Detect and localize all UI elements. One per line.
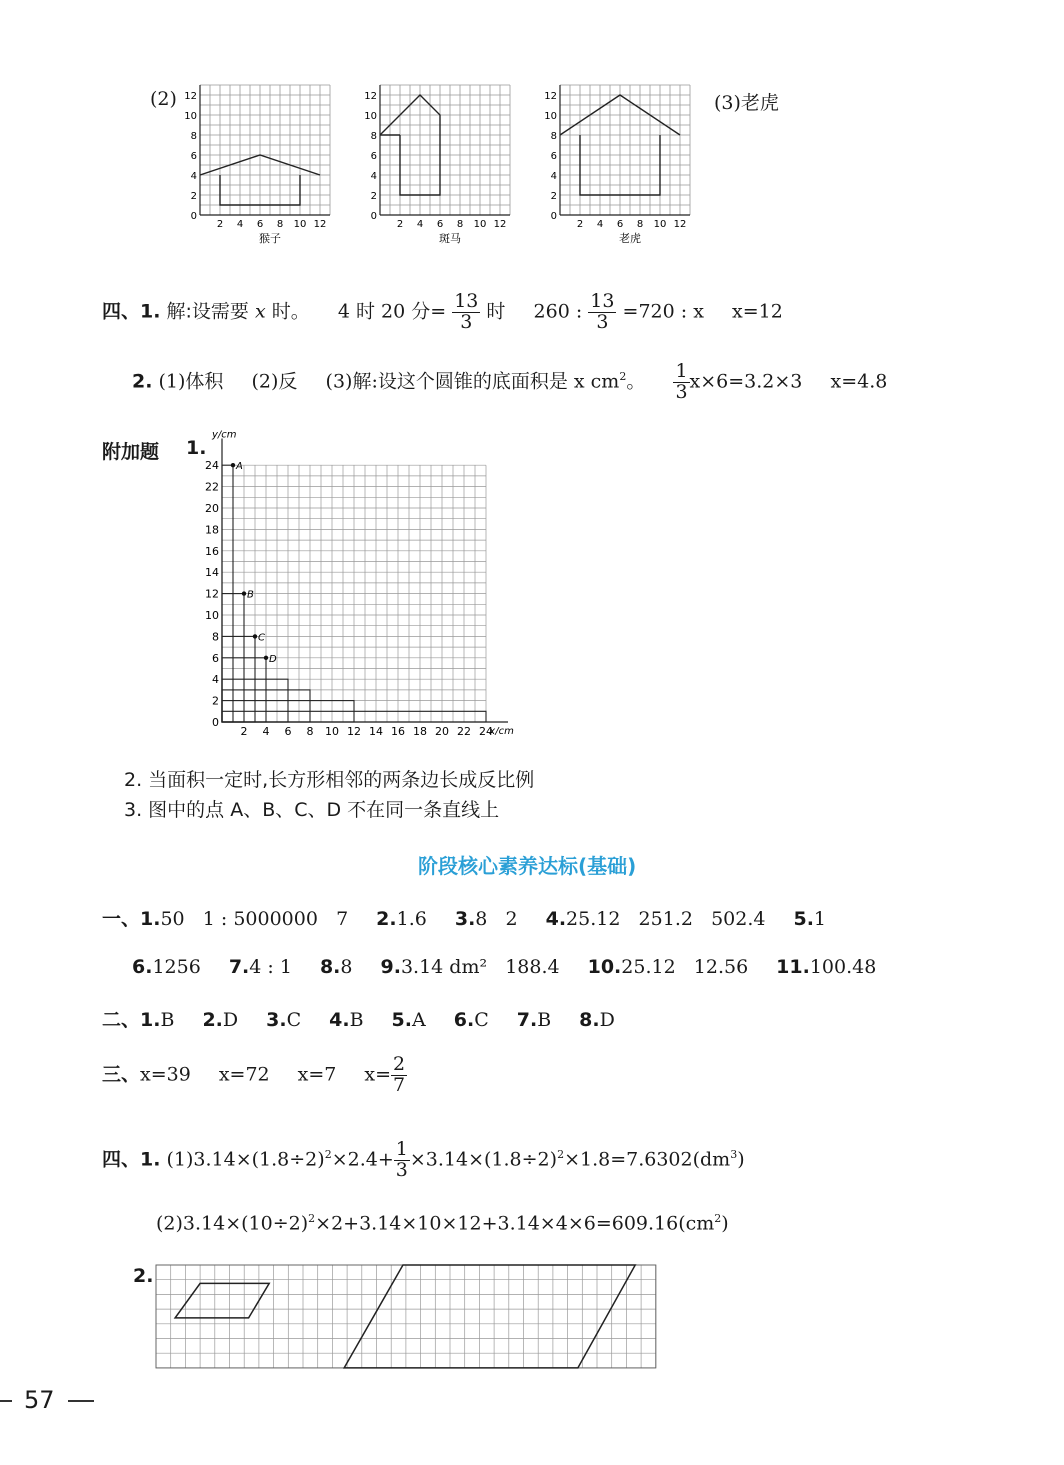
p4-l1d: ×1.8=7.6302(dm [564,1148,731,1171]
p2-n6: 6. [453,1009,475,1031]
y-tick-label: 4 [370,171,377,182]
extra-label: 附加题 [102,441,160,463]
graph-label-2: (2) [150,88,177,110]
p4-sq3: 2 [308,1212,316,1225]
graph-2 [364,85,510,245]
part1-label: 一、 [102,908,141,930]
part4-line1 [102,1140,745,1181]
extra-q3: 3. 图中的点 A、B、C、D 不在同一条直线上 [124,799,500,821]
y-tick-label: 20 [205,502,219,515]
p2-n4: 4. [329,1009,350,1031]
page-number: 57 [24,1386,55,1414]
y-tick-label: 0 [370,211,377,222]
x-tick-label: 12 [347,725,361,738]
x-tick-label: 6 [256,219,264,230]
q4-2-b: (2)反 [251,370,298,393]
p4-sq2: 2 [557,1148,565,1162]
y-tick-label: 2 [550,191,557,202]
x-tick-label: 16 [391,725,405,738]
part2-row [102,1005,615,1032]
p4-l1e: ) [737,1148,745,1171]
part3-frac: $\frac{2}{7}$ [393,1053,406,1096]
p1-v11: 100.48 [809,956,877,978]
part4-label: 四、1. [102,1148,161,1171]
y-tick-label: 8 [212,630,219,644]
p1-v7: 4 : 1 [249,956,292,978]
p4-frac: $\frac{1}{3}$ [395,1138,408,1181]
graph-label-3: (3)老虎 [714,92,779,114]
q4-2-a: (1)体积 [158,370,224,393]
part2-label: 二、 [102,1009,141,1031]
p2-v5: A [412,1009,426,1031]
q4-text6: =720 : x [622,300,704,323]
y-tick-label: 4 [212,673,219,687]
page-rule-right [68,1400,94,1402]
y-tick-label: 8 [550,131,557,142]
x-tick-label: 4 [596,219,604,230]
p1-v2: 1.6 [396,908,427,930]
y-tick-label: 2 [190,191,197,202]
p1-v6: 1256 [152,956,201,978]
y-tick-label: 6 [370,151,377,162]
y-tick-label: 12 [544,91,557,102]
part3-a: x=39 [140,1063,191,1086]
y-tick-label: 8 [370,131,377,142]
x-tick-label: 18 [413,725,427,738]
y-tick-label: 6 [550,151,557,162]
p2-v7: B [537,1009,552,1031]
y-tick-label: 8 [190,131,197,142]
small-parallelogram [175,1283,269,1318]
q4-2-label: 2. [132,370,153,393]
x-tick-label: 24 [479,725,493,738]
x-tick-label: 8 [276,219,284,230]
p2-n5: 5. [391,1009,412,1031]
x-tick-label: 10 [325,725,339,738]
q4-line2 [132,362,887,403]
y-tick-label: 2 [212,694,219,708]
point-D [264,656,268,660]
y-tick-label: 12 [205,587,219,601]
part3-d: x= [364,1063,392,1086]
x-tick-label: 6 [284,725,292,738]
y-unit: y/cm [212,429,237,441]
y-tick-label: 24 [205,459,219,473]
q4-2-c3: 。 [626,370,646,393]
q4-2-ans: x=4.8 [830,370,888,393]
x-tick-label: 10 [653,219,667,230]
p2-n3: 3. [266,1009,287,1031]
q4-var: x [254,300,266,323]
q4-frac2: $\frac{13}{3}$ [590,290,615,333]
x-tick-label: 6 [616,219,624,230]
point-label: D [269,653,277,665]
part1-row1 [102,904,826,931]
x-tick-label: 14 [369,725,383,738]
p1-v9: 3.14 dm² 188.4 [400,956,560,978]
y-tick-label: 0 [190,211,197,222]
y-tick-label: 10 [184,111,197,122]
q4-text5: 260 : [533,300,583,323]
part4-line2 [156,1212,729,1234]
graph-caption: 老虎 [619,232,641,245]
part3-b: x=72 [218,1063,270,1086]
y-tick-label: 12 [184,91,197,102]
p2-n8: 8. [579,1009,600,1031]
page-rule-left [0,1400,12,1402]
x-tick-label: 4 [236,219,244,230]
top-graphs [180,85,710,255]
p1-n11: 11. [776,956,810,978]
x-tick-label: 2 [216,219,224,230]
p2-v3: C [286,1009,302,1031]
p4-cube: 3 [730,1148,738,1162]
section-title: 阶段核心素养达标(基础) [418,854,637,878]
p2-n7: 7. [516,1009,538,1031]
point-label: B [247,589,254,601]
y-tick-label: 6 [190,151,197,162]
y-tick-label: 10 [364,111,377,122]
y-tick-label: 4 [190,171,197,182]
y-tick-label: 12 [364,91,377,102]
y-tick-label: 22 [205,480,219,494]
x-tick-label: 4 [262,725,270,738]
x-tick-label: 8 [306,725,314,738]
p2-v1: B [160,1009,175,1031]
q4-2-eq: x×6=3.2×3 [689,370,803,393]
p1-n1: 1. [140,908,161,930]
part4-q2-label: 2. [133,1265,154,1287]
q4-text7: x=12 [732,300,783,323]
p1-v10: 25.12 12.56 [621,956,749,978]
p1-n4: 4. [545,908,567,930]
p1-n5: 5. [793,908,814,930]
p4-sq1: 2 [324,1148,332,1162]
q4-frac3: $\frac{1}{3}$ [675,360,688,403]
q4-label: 四、1. [102,300,161,323]
part3-label: 三、 [102,1063,141,1086]
y-tick-label: 4 [550,171,557,182]
q4-text1: 解:设需要 [166,300,249,323]
p2-n1: 1. [140,1009,161,1031]
x-tick-label: 12 [313,219,327,230]
x-tick-label: 2 [576,219,584,230]
p1-n8: 8. [319,956,341,978]
y-tick-label: 0 [550,211,557,222]
graph-caption: 斑马 [439,232,461,245]
p1-v5: 1 [813,908,827,930]
x-tick-label: 8 [636,219,644,230]
p4-l1b: ×2.4+ [331,1148,394,1171]
y-tick-label: 0 [212,716,219,729]
p1-n7: 7. [228,956,250,978]
x-tick-label: 8 [456,219,464,230]
x-tick-label: 4 [416,219,424,230]
p2-v2: D [222,1009,239,1031]
q4-line1 [102,292,783,333]
q4-text3: 4 时 20 分= [337,300,447,323]
graph-1 [184,85,330,245]
p4-l1c: ×3.14×(1.8÷2) [409,1148,558,1171]
y-tick-label: 14 [205,566,219,580]
p2-v6: C [474,1009,489,1031]
part3-row [102,1055,407,1096]
x-tick-label: 12 [673,219,687,230]
p4-l2b: ×2+3.14×10×12+3.14×4×6=609.16(cm [315,1212,715,1235]
x-tick-label: 2 [240,725,248,738]
point-label: C [258,632,265,644]
q4-text4: 时 [486,300,506,323]
point-B [242,591,246,595]
graph-3 [544,85,690,245]
q4-text2: 时。 [271,300,310,323]
p1-n2: 2. [376,908,397,930]
x-unit: x/cm [489,726,514,737]
p4-l2c: ) [721,1212,729,1235]
part3-c: x=7 [297,1063,337,1086]
x-tick-label: 12 [493,219,507,230]
parallelogram-grid [150,1262,660,1377]
p1-n3: 3. [454,908,476,930]
x-tick-label: 10 [473,219,487,230]
p2-v4: B [349,1009,364,1031]
point-A [231,463,235,467]
p2-n2: 2. [202,1009,223,1031]
point-label: A [236,461,243,473]
y-tick-label: 16 [205,544,219,558]
p1-v1: 50 1 : 5000000 7 [160,908,349,930]
y-tick-label: 10 [544,111,557,122]
p4-sq4: 2 [714,1212,722,1225]
extra-graph [195,429,540,740]
y-tick-label: 6 [212,651,219,665]
q4-2-c2: x cm [573,370,620,393]
q4-2-sup: 2 [619,370,627,384]
p1-n9: 9. [380,956,401,978]
x-tick-label: 2 [396,219,404,230]
x-tick-label: 10 [293,219,307,230]
x-tick-label: 22 [457,725,471,738]
graph-caption: 猴子 [259,232,281,245]
q4-2-c: (3)解:设这个圆锥的底面积是 [325,370,568,393]
large-parallelogram [344,1265,635,1368]
p1-v4: 25.12 251.2 502.4 [566,908,766,930]
y-tick-label: 18 [205,523,219,537]
p4-l1a: (1)3.14×(1.8÷2) [166,1148,325,1171]
p2-v8: D [599,1009,615,1031]
p1-v8: 8 [340,956,353,978]
part1-row2 [132,956,876,978]
p1-n6: 6. [132,956,153,978]
y-tick-label: 10 [205,609,219,622]
extra-q2: 2. 当面积一定时,长方形相邻的两条边长成反比例 [124,769,535,791]
q4-frac1: $\frac{13}{3}$ [454,290,479,333]
extra-num1: 1. [186,437,207,459]
p1-n10: 10. [587,956,622,978]
p1-v3: 8 2 [475,908,518,930]
p4-l2a: (2)3.14×(10÷2) [156,1212,309,1235]
x-tick-label: 6 [436,219,444,230]
y-tick-label: 2 [370,191,377,202]
x-tick-label: 20 [435,725,449,738]
point-C [253,634,257,638]
